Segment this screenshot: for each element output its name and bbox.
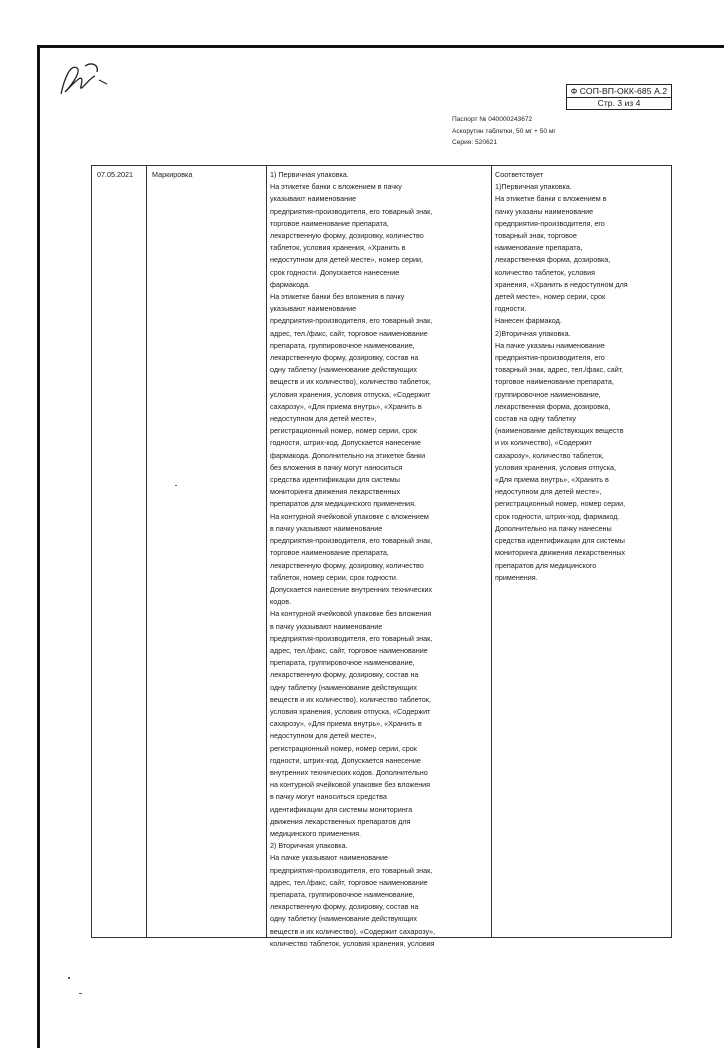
text-line: препарата, группировочное наименование, (270, 340, 415, 350)
column-divider (491, 166, 492, 937)
text-line: товарный знак, адрес, тел./факс, сайт, (495, 365, 624, 375)
text-line: 2) Вторичная упаковка. (270, 841, 348, 851)
text-line: регистрационный номер, номер серии, срок (270, 426, 417, 436)
text-line: торговое наименование препарата, (270, 548, 389, 558)
text-line: средства идентификации для системы (270, 475, 400, 485)
text-line: регистрационный номер, номер серии, (495, 499, 626, 509)
text-line: На пачке указаны наименование (495, 340, 605, 350)
text-line: предприятия-производителя, его (495, 218, 605, 228)
text-line: торговое наименование препарата, (495, 377, 614, 387)
text-line: одну таблетку (наименование действующих (270, 365, 417, 375)
text-line: лекарственную форму, дозировку, состав на (270, 353, 419, 363)
text-line: мониторинга движения лекарственных (495, 548, 626, 558)
scan-speck (68, 977, 70, 979)
text-line: кодов. (270, 597, 292, 607)
text-line: движения лекарственных препаратов для (270, 816, 411, 826)
text-line: «Для приема внутрь», «Хранить в (495, 475, 609, 485)
text-line: внутренних технических кодов. Дополнительно (270, 767, 428, 777)
text-line: 1)Первичная упаковка. (495, 182, 572, 192)
text-line: недоступном для детей месте», (270, 414, 377, 424)
text-line: количество таблеток, условия (495, 267, 596, 277)
column-divider (146, 166, 147, 937)
text-line: средства идентификации для системы (495, 536, 625, 546)
text-line: наименование препарата, (495, 243, 583, 253)
text-line: Нанесен фармакод. (495, 316, 562, 326)
text-line: сахарозу», количество таблеток, (495, 450, 604, 460)
text-line: группировочное наименование, (495, 389, 601, 399)
text-line: На этикетке банки с вложением в (495, 194, 607, 204)
text-line: лекарственную форму, дозировку, количество (270, 560, 424, 570)
text-line: адрес, тел./факс, сайт, торговое наименование (270, 328, 428, 338)
product-name: Аскорутин таблетки, 50 мг + 50 мг (452, 127, 556, 135)
text-line: лекарственная форма, дозировка, (495, 401, 611, 411)
text-line: в пачку могут наноситься средства (270, 792, 387, 802)
text-line: веществ и их количество), количество таблеток, (270, 377, 431, 387)
text-line: указывают наименование (270, 194, 357, 204)
text-line: предприятия-производителя, его товарный знак, (270, 865, 433, 875)
page-number: Стр. 3 из 4 (566, 97, 672, 110)
text-line: предприятия-производителя, его товарный знак, (270, 633, 433, 643)
text-line: Дополнительно на пачку нанесены (495, 523, 612, 533)
text-line: лекарственную форму, дозировку, состав на (270, 902, 419, 912)
text-line: недоступном для детей месте», (270, 731, 377, 741)
text-line: препарата, группировочное наименование, (270, 658, 415, 668)
scan-speck (79, 993, 82, 994)
text-line: На контурной ячейковой упаковке с вложением (270, 511, 429, 521)
requirements-cell (270, 169, 488, 950)
signature-mark (55, 58, 115, 100)
series-number: Серия: 520621 (452, 139, 498, 146)
text-line: торговое наименование препарата, (270, 218, 389, 228)
text-line: предприятия-производителя, его товарный знак, (270, 536, 433, 546)
text-line: таблеток, условия хранения, «Хранить в (270, 243, 406, 253)
scan-speck (175, 485, 177, 486)
passport-info (452, 114, 556, 149)
stage-cell: Маркировка (152, 170, 193, 179)
text-line: без вложения в пачку могут наноситься (270, 462, 403, 472)
text-line: и их количество), «Содержит (495, 438, 592, 448)
text-line: препарата, группировочное наименование, (270, 889, 415, 899)
text-line: препаратов для медицинского применения. (270, 499, 416, 509)
text-line: одну таблетку (наименование действующих (270, 914, 417, 924)
text-line: товарный знак, торговое (495, 231, 577, 241)
text-line: указывают наименование (270, 304, 357, 314)
text-line: условия хранения, условия отпуска, «Содержит (270, 706, 431, 716)
text-line: идентификации для системы мониторинга (270, 804, 413, 814)
text-line: годности, штрих-код. Допускается нанесение (270, 755, 421, 765)
text-line: срок годности, штрих-код, фармакод. (495, 511, 620, 521)
text-line: недоступном для детей месте», (495, 487, 602, 497)
text-line: состав на одну таблетку (495, 414, 576, 424)
text-line: На этикетке банки без вложения в пачку (270, 292, 405, 302)
text-line: предприятия-производителя, его товарный знак, (270, 206, 433, 216)
text-line: (наименование действующих веществ (495, 426, 624, 436)
text-line: условия хранения, условия отпуска, (495, 462, 617, 472)
text-line: хранения, «Хранить в недоступном для (495, 279, 628, 289)
text-line: фармакода. (270, 279, 311, 289)
text-line: фармакода. Дополнительно на этикетке банки (270, 450, 426, 460)
text-line: недоступном для детей месте», номер серии, (270, 255, 424, 265)
text-line: адрес, тел./факс, сайт, торговое наименование (270, 645, 428, 655)
text-line: применения. (495, 572, 538, 582)
text-line: сахарозу», «Для приема внутрь», «Хранить в (270, 401, 422, 411)
text-line: в пачку указывают наименование (270, 523, 383, 533)
text-line: годности. (495, 304, 527, 314)
text-line: веществ и их количество), количество таблеток, (270, 694, 431, 704)
text-line: препаратов для медицинского (495, 560, 597, 570)
text-line: адрес, тел./факс, сайт, торговое наименование (270, 877, 428, 887)
document-code: Ф СОП-ВП-ОКК-685 А.2 (566, 84, 672, 98)
text-line: 1) Первичная упаковка. (270, 170, 349, 179)
text-line: предприятия-производителя, его товарный знак, (270, 316, 433, 326)
result-cell (495, 169, 667, 584)
column-divider (266, 166, 267, 937)
text-line: На контурной ячейковой упаковке без вложения (270, 609, 432, 619)
text-line: 2)Вторичная упаковка. (495, 328, 571, 338)
text-line: одну таблетку (наименование действующих (270, 682, 417, 692)
text-line: Допускается нанесение внутренних технических (270, 584, 433, 594)
text-line: Соответствует (495, 170, 544, 179)
marking-table (91, 165, 672, 948)
text-line: сахарозу», «Для приема внутрь», «Хранить в (270, 719, 422, 729)
text-line: пачку указаны наименование (495, 206, 594, 216)
text-line: количество таблеток, условия хранения, условия (270, 938, 435, 948)
text-line: на контурной ячейковой упаковке без вложения (270, 780, 431, 790)
text-line: медицинского применения. (270, 828, 362, 838)
text-line: срок годности. Допускается нанесение (270, 267, 400, 277)
text-line: регистрационный номер, номер серии, срок (270, 743, 417, 753)
text-line: лекарственная форма, дозировка, (495, 255, 611, 265)
text-line: таблеток, номер серии, срок годности. (270, 572, 398, 582)
text-line: веществ и их количество), «Содержит сахарозу», (270, 926, 436, 936)
date-cell: 07.05.2021 (97, 170, 133, 179)
text-line: мониторинга движения лекарственных (270, 487, 401, 497)
text-line: годности, штрих-код. Допускается нанесение (270, 438, 421, 448)
text-line: в пачку указывают наименование (270, 621, 383, 631)
passport-number: Паспорт № 040000243672 (452, 116, 533, 123)
text-line: условия хранения, условия отпуска, «Содержит (270, 389, 431, 399)
text-line: детей месте», номер серии, срок (495, 292, 606, 302)
text-line: лекарственную форму, дозировку, состав на (270, 670, 419, 680)
text-line: На этикетке банки с вложением в пачку (270, 182, 402, 192)
text-line: На пачке указывают наименование (270, 853, 389, 863)
text-line: предприятия-производителя, его (495, 353, 605, 363)
text-line: лекарственную форму, дозировку, количество (270, 231, 424, 241)
